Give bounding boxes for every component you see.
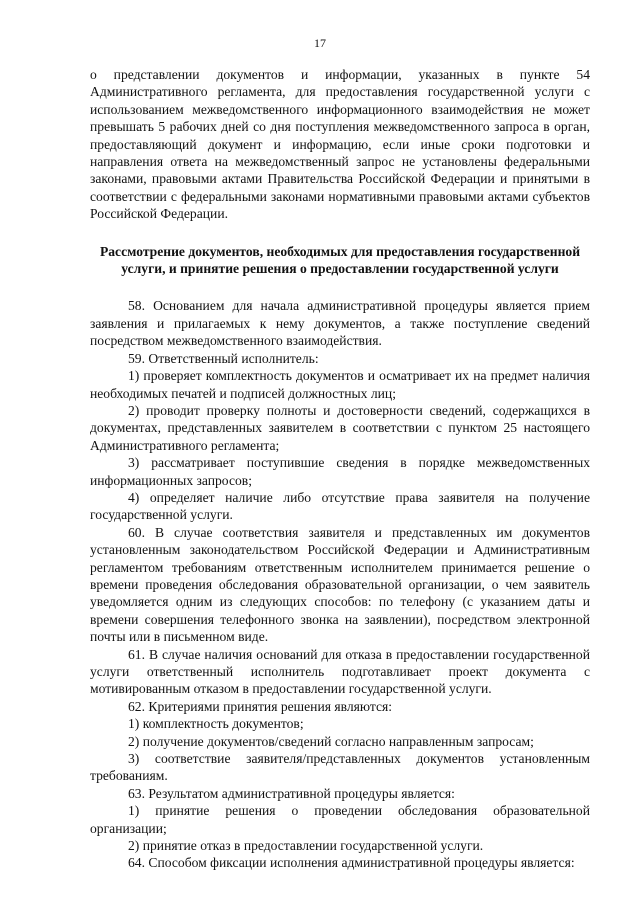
paragraph: 59. Ответственный исполнитель: <box>128 350 319 366</box>
paragraph: 3) рассматривает поступившие сведения в порядке межведомственных информационных запросов; <box>90 455 590 488</box>
paragraph: 58. Основанием для начала административной процедуры является прием заявления и прилагаемых к нему документов, а также поступление сведений посредством межведомственного взаимодействия. <box>90 298 590 349</box>
paragraph: 3) соответствие заявителя/представленных документов установленным требованиям. <box>90 751 590 784</box>
paragraph: 64. Способом фиксации исполнения административной процедуры является: <box>128 855 575 871</box>
paragraph: 1) принятие решения о проведении обследования образовательной организации; <box>90 803 590 836</box>
section-heading: Рассмотрение документов, необходимых для предоставления государственной услуги, и принятие решения о предоставлении государственной услуги <box>99 243 581 277</box>
intro-paragraph: о представлении документов и информации, указанных в пункте 54 Административного регламента, для предоставления государственной услуги с использованием межведомственного информационного взаимодействия не может превышать 5 рабочих дней со дня поступления межведомственного запроса в орган, предоставляющий документ и информацию, если иные сроки подготовки и направления ответа на межведомственный запрос не установлены федеральными законами, правовыми актами Правительства Российской Федерации и принятыми в соответствии с федеральными законами нормативными правовыми актами субъектов Российской Федерации. <box>90 67 590 222</box>
paragraph: 1) комплектность документов; <box>128 716 304 732</box>
paragraph: 2) принятие отказ в предоставлении государственной услуги. <box>128 838 484 854</box>
paragraph: 2) проводит проверку полноты и достоверности сведений, содержащихся в документах, представленных заявителем в соответствии с пунктом 25 настоящего Административного регламента; <box>90 402 590 453</box>
paragraph: 1) проверяет комплектность документов и осматривает их на предмет наличия необходимых печатей и подписей должностных лиц; <box>90 368 590 401</box>
paragraph: 4) определяет наличие либо отсутствие права заявителя на получение государственной услуги. <box>90 489 590 523</box>
paragraph: 63. Результатом административной процедуры является: <box>128 785 455 801</box>
paragraph: 62. Критериями принятия решения являются: <box>128 698 393 714</box>
paragraph: 61. В случае наличия оснований для отказа в предоставлении государственной услуги ответственный исполнитель подготавливает проект документа с мотивированным отказом в предоставлении государственной услуги. <box>90 646 590 697</box>
document-body <box>90 66 590 872</box>
page-number: 17 <box>314 36 326 50</box>
paragraph: 60. В случае соответствия заявителя и представленных им документов установленным законодательством Российской Федерации и Административным регламентом требованиям ответственным исполнителем принимается решение о времени проведения обследования образовательной организации, о чем заявитель уведомляется одним из следующих способов: по телефону (с указанием даты и времени совершения телефонного звонка на заявлении), посредством электронной почты или в письменном виде. <box>90 524 590 645</box>
paragraph: 2) получение документов/сведений согласно направленным запросам; <box>128 733 534 749</box>
